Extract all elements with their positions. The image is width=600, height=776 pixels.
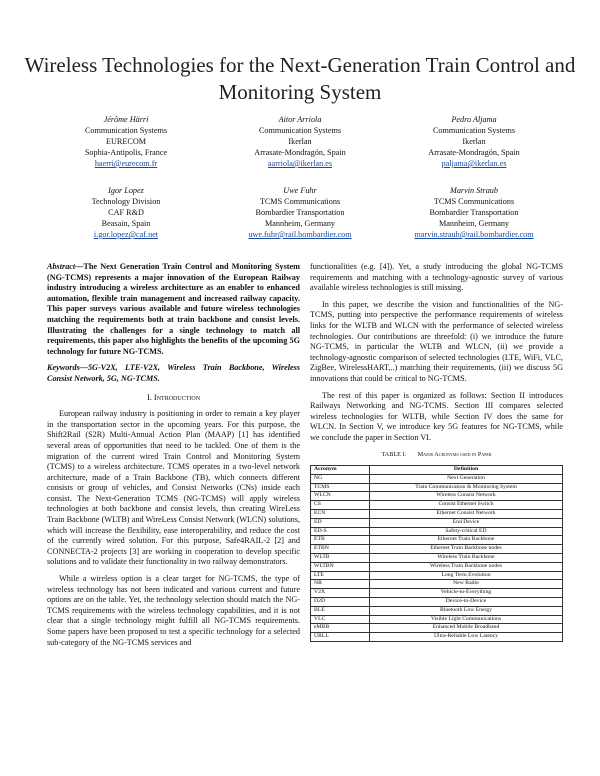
abstract [47, 262, 300, 357]
table-row [311, 554, 563, 563]
definition-cell: Long Term Evolution [370, 571, 563, 580]
acronym-cell: WLTBN [311, 562, 370, 571]
definition-cell: Wireless Train Backbone nodes [370, 562, 563, 571]
acronym-cell: ETB [311, 536, 370, 545]
table-row [311, 615, 563, 624]
acronym-cell: ED [311, 518, 370, 527]
paragraph: While a wireless option is a clear target for NG-TCMS, the type of wireless technology has not been indicated and various current and future options are on the table. Yet, the technology selection should match the NG-TCMS requirements with the wireless technology capabilities, and it is not clear that a single technology might fulfill all NG-TCMS requirements. Some papers have been proposed to test a specific technology for a selected sub-category of the NG-TCMS services and [47, 574, 300, 647]
author-email: paljama@ikerlan.es [441, 159, 507, 168]
author-affiliation: Bombardier Transportation [255, 208, 345, 217]
acronym-cell: NR [311, 580, 370, 589]
author-affiliation: Communication Systems [258, 126, 342, 135]
author-block [220, 114, 380, 169]
table-row [311, 483, 563, 492]
paragraph: In this paper, we describe the vision and functionalities of the NG-TCMS, putting into perspective the performance requirements of wireless links for the WLTB and WLCN with the performance of selected wireless technologies. Our contributions are threefold: (i) we introduce the future NG-TCMS, in particular the WLTB and WLCN, (ii) we provide a technology-agnostic comparison of selected technologies (LTE, WiFi, VLC, ZigBee, WirelessHART,..) matching their requirements, (iii) we discuss 5G innovations that could be critical to NG-TCMS. [310, 299, 563, 383]
table-row [311, 571, 563, 580]
author-affiliation: Technology Division [91, 197, 161, 206]
definition-cell: Visible Light Communications [370, 615, 563, 624]
acronym-cell: VLC [311, 615, 370, 624]
table-label: TABLE I. [381, 450, 407, 458]
acronym-cell: WLCN [311, 492, 370, 501]
abstract-lead: Abstract— [47, 262, 84, 271]
author-affiliation: Arrasate-Mondragón, Spain [428, 148, 520, 157]
author-name: Aitor Arriola [278, 115, 322, 124]
author-affiliation: Mannheim, Germany [438, 219, 510, 228]
acronym-cell: eMBB [311, 624, 370, 633]
table-row [311, 492, 563, 501]
author-affiliation: Bombardier Transportation [429, 208, 519, 217]
table-row [311, 501, 563, 510]
acronym-cell: LTE [311, 571, 370, 580]
author-affiliation: Beasain, Spain [101, 219, 151, 228]
acronym-cell: WLTB [311, 554, 370, 563]
acronym-cell: ED-S [311, 527, 370, 536]
paragraph: functionalities (e.g. [4]). Yet, a study introducing the global NG-TCMS requirements and matching with a technology-agnostic survey of various available wireless technologies is still missing. [310, 262, 563, 293]
definition-cell: Safety-critical ED [370, 527, 563, 536]
acronym-cell: D2D [311, 598, 370, 607]
acronym-cell: CS [311, 501, 370, 510]
author-email: haerri@eurecom.fr [94, 159, 158, 168]
table-caption-text: Major Acronyms used in Paper [417, 450, 492, 458]
paragraph: The rest of this paper is organized as follows: Section II introduces Railways Networking and NG-TCMS. Section III compares selected wireless technologies for WLTB, while Section IV does the same for WLCN. In Section V, we introduce key 5G features for NG-TCMS, while we conclude the paper in Section VI. [310, 390, 563, 442]
table-row [311, 536, 563, 545]
acronym-cell: V2X [311, 589, 370, 598]
keywords-text: 5G-V2X, LTE-V2X, Wireless Train Backbone, Wireless Consist Network, 5G, NG-TCMS. [47, 363, 300, 383]
table-row [311, 562, 563, 571]
acronym-cell: BLE [311, 606, 370, 615]
definition-cell: Wireless Train Backbone [370, 554, 563, 563]
acronym-cell: ECN [311, 510, 370, 519]
column-header: Acronym [311, 466, 370, 475]
author-affiliation: Mannheim, Germany [264, 219, 336, 228]
author-affiliation: Communication Systems [84, 126, 168, 135]
acronym-table [310, 465, 563, 642]
author-name: Uwe Fuhr [283, 186, 317, 195]
table-row [311, 518, 563, 527]
definition-cell: Vehicle-to-Everything [370, 589, 563, 598]
table-row [311, 527, 563, 536]
author-affiliation: TCMS Communications [433, 197, 515, 206]
author-name: Pedro Aljama [451, 115, 497, 124]
author-affiliation: TCMS Communications [259, 197, 341, 206]
authors-row-2 [46, 185, 554, 240]
table-row [311, 606, 563, 615]
author-block [220, 185, 380, 240]
column-header: Definition [370, 466, 563, 475]
definition-cell: Consist Ethernet Switch [370, 501, 563, 510]
author-block [46, 185, 206, 240]
acronym-cell: ETBN [311, 545, 370, 554]
table-row [311, 624, 563, 633]
definition-cell: Ethernet Train Backbone [370, 536, 563, 545]
author-block [46, 114, 206, 169]
author-name: Marvin Straub [450, 186, 498, 195]
table-row [311, 474, 563, 483]
table-row [311, 589, 563, 598]
author-email: aarriola@ikerlan.es [267, 159, 333, 168]
author-block [394, 185, 554, 240]
definition-cell: End Device [370, 518, 563, 527]
paper-title: Wireless Technologies for the Next-Generation Train Control and Monitoring System [24, 53, 576, 104]
table-row [311, 580, 563, 589]
definition-cell: Train Communication & Monitoring System [370, 483, 563, 492]
definition-cell: Bluetooth Low Energy [370, 606, 563, 615]
keywords-lead: Keywords— [47, 363, 88, 373]
table-row [311, 633, 563, 642]
definition-cell: Wireless Consist Network [370, 492, 563, 501]
author-name: Igor Lopez [108, 186, 144, 195]
authors-row-1 [46, 114, 554, 169]
right-column [310, 262, 563, 642]
author-email: marvin.straub@rail.bombardier.com [414, 230, 534, 239]
left-column [47, 262, 300, 654]
paragraph: European railway industry is positioning in order to remain a key player in the transportation sector in the upcoming years. For this purpose, the Shift2Rail (S2R) Multi-Annual Action Plan (MAAP) [1] has identified several areas of opportunities that need to be tackled. One of them is the migration of the current wired Train Control and Monitoring System (TCMS) to a wireless architecture. TCMS operates in a two-level network architecture, made of a Train Backbone (TB), which connects different consists or group of vehicles, and Consist Networks (CNs) inside each consist. The Next-Generation TCMS (NG-TCMS) will apply wireless technologies at both backbone and consist levels, thus creating WireLess Train Backbone (WLTB) and WireLess Consist Network (WLCN) solutions, which will increase the flexibility, ease interoperability, and reduce the cost of the currently wired solution. For this purpose, Safe4RAIL-2 [2] and CONNECTA-2 projects [3] are working in cooperation to develop specific solutions and to validate their functionality in two railway demonstrators. [47, 409, 300, 567]
table-row [311, 545, 563, 554]
acronym-cell: NG [311, 474, 370, 483]
author-block [394, 114, 554, 169]
definition-cell: Enhanced Mobile Broadband [370, 624, 563, 633]
author-affiliation: Arrasate-Mondragón, Spain [254, 148, 346, 157]
author-affiliation: EURECOM [105, 137, 147, 146]
definition-cell: Ethernet Train Backbone nodes [370, 545, 563, 554]
table-header-row [311, 466, 563, 475]
author-email: uwe.fuhr@rail.bombardier.com [248, 230, 352, 239]
definition-cell: Ethernet Consist Network [370, 510, 563, 519]
author-email: i.gor.lopez@caf.net [93, 230, 159, 239]
definition-cell: Next Generation [370, 474, 563, 483]
definition-cell: Device-to-Device [370, 598, 563, 607]
author-affiliation: Ikerlan [462, 137, 486, 146]
acronym-cell: TCMS [311, 483, 370, 492]
table-row [311, 510, 563, 519]
definition-cell: New Radio [370, 580, 563, 589]
abstract-text: The Next Generation Train Control and Monitoring System (NG-TCMS) represents a major innovation of the European Railway industry introducing a wireless architecture as an enabler to enhanced automation, flexible train management and increased railway capacity. This paper surveys various available and future wireless technologies matching the requirements both at train backbone and consist levels. Illustrating the challenges for a single technology to match all requirements, this paper also highlights the benefits of the upcoming 5G technology for future NG-TCMS. [47, 262, 300, 356]
table-caption [310, 450, 563, 461]
table-row [311, 598, 563, 607]
author-affiliation: Sophia-Antipolis, France [84, 148, 168, 157]
section-heading: I. Introduction [146, 392, 201, 402]
author-affiliation: Communication Systems [432, 126, 516, 135]
keywords [47, 363, 300, 384]
author-affiliation: CAF R&D [108, 208, 144, 217]
acronym-cell: URLL [311, 633, 370, 642]
author-affiliation: Ikerlan [288, 137, 312, 146]
author-name: Jérôme Härri [103, 115, 149, 124]
definition-cell: Ultra-Reliable Low Latency [370, 633, 563, 642]
